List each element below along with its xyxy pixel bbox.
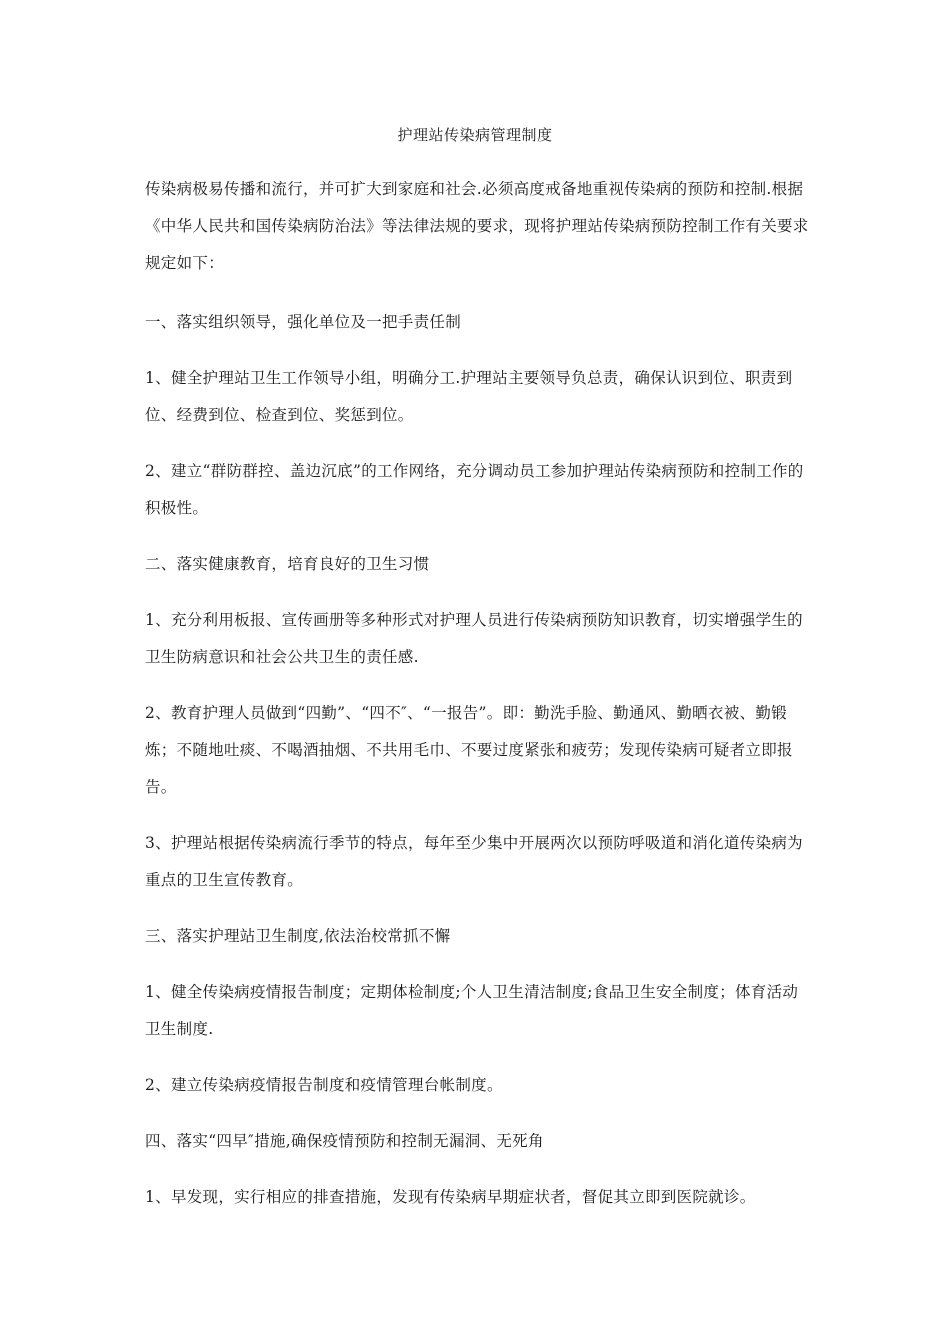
section-heading-1: 一、落实组织领导，强化单位及一把手责任制 <box>145 313 462 331</box>
paragraph-3-1: 1、健全传染病疫情报告制度；定期体检制度;个人卫生清洁制度;食品卫生安全制度；体育活动卫生制度. <box>145 983 799 1038</box>
section-heading-3: 三、落实护理站卫生制度,依法治校常抓不懈 <box>145 927 451 945</box>
section-heading-4: 四、落实“四早″措施,确保疫情预防和控制无漏洞、无死角 <box>145 1132 544 1150</box>
paragraph-2-3: 3、护理站根据传染病流行季节的特点，每年至少集中开展两次以预防呼吸道和消化道传染病为重点的卫生宣传教育。 <box>145 834 803 889</box>
paragraph-1-2: 2、建立“群防群控、盖边沉底”的工作网络，充分调动员工参加护理站传染病预防和控制工作的积极性。 <box>145 462 804 517</box>
paragraph-4-1: 1、早发现，实行相应的排查措施，发现有传染病早期症状者，督促其立即到医院就诊。 <box>145 1188 756 1206</box>
intro-paragraph: 传染病极易传播和流行，并可扩大到家庭和社会.必须高度戒备地重视传染病的预防和控制.根据《中华人民共和国传染病防治法》等法律法规的要求，现将护理站传染病预防控制工作有关要求规定如下： <box>145 180 809 272</box>
paragraph-3-2: 2、建立传染病疫情报告制度和疫情管理台帐制度。 <box>145 1076 503 1094</box>
paragraph-1-1: 1、健全护理站卫生工作领导小组，明确分工.护理站主要领导负总责，确保认识到位、职责到位、经费到位、检查到位、奖惩到位。 <box>145 369 793 424</box>
document-title: 护理站传染病管理制度 <box>397 126 553 144</box>
paragraph-2-1: 1、充分利用板报、宣传画册等多种形式对护理人员进行传染病预防知识教育，切实增强学生的卫生防病意识和社会公共卫生的责任感. <box>145 611 803 666</box>
paragraph-2-2: 2、教育护理人员做到“四勤”、“四不″、“一报告”。即：勤洗手脸、勤通风、勤晒衣被、勤锻炼；不随地吐痰、不喝酒抽烟、不共用毛巾、不要过度紧张和疲劳；发现传染病可疑者立即报告。 <box>145 704 793 796</box>
section-heading-2: 二、落实健康教育，培育良好的卫生习惯 <box>145 555 430 573</box>
